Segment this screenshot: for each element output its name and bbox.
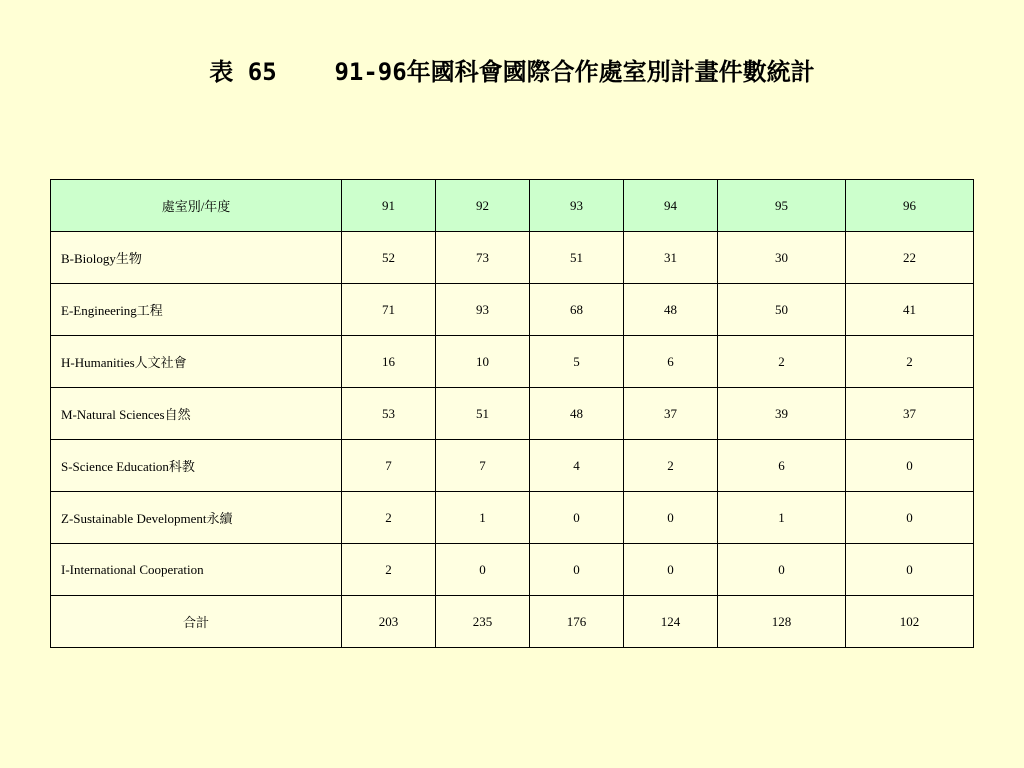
total-cell: 176 (530, 596, 624, 648)
table-cell: 39 (718, 388, 846, 440)
table-cell: 73 (436, 232, 530, 284)
table-row (51, 440, 974, 492)
table-cell: 4 (530, 440, 624, 492)
table-cell: 2 (342, 492, 436, 544)
row-label: B-Biology生物 (51, 232, 342, 284)
table-row (51, 284, 974, 336)
table-row (51, 492, 974, 544)
table-cell: 52 (342, 232, 436, 284)
page-title: 表 65 91-96年國科會國際合作處室別計畫件數統計 (209, 58, 815, 86)
total-label: 合計 (51, 596, 342, 648)
table-cell: 37 (846, 388, 974, 440)
row-label: E-Engineering工程 (51, 284, 342, 336)
table-cell: 31 (624, 232, 718, 284)
table-cell: 51 (530, 232, 624, 284)
header-cell-year: 93 (530, 180, 624, 232)
total-cell: 124 (624, 596, 718, 648)
table-cell: 68 (530, 284, 624, 336)
table-cell: 53 (342, 388, 436, 440)
row-label: S-Science Education科教 (51, 440, 342, 492)
statistics-table (50, 179, 974, 648)
table-cell: 51 (436, 388, 530, 440)
table-row (51, 388, 974, 440)
table-cell: 48 (624, 284, 718, 336)
row-label: Z-Sustainable Development永續 (51, 492, 342, 544)
table-cell: 2 (342, 544, 436, 596)
row-label: M-Natural Sciences自然 (51, 388, 342, 440)
table-cell: 0 (718, 544, 846, 596)
table-cell: 0 (530, 544, 624, 596)
table-cell: 0 (846, 440, 974, 492)
table-cell: 22 (846, 232, 974, 284)
header-cell-year: 92 (436, 180, 530, 232)
table-cell: 71 (342, 284, 436, 336)
total-cell: 203 (342, 596, 436, 648)
row-label: H-Humanities人文社會 (51, 336, 342, 388)
header-cell-year: 95 (718, 180, 846, 232)
header-cell-year: 96 (846, 180, 974, 232)
table-header-row (51, 180, 974, 232)
table-cell: 1 (718, 492, 846, 544)
table-row (51, 232, 974, 284)
table-cell: 0 (530, 492, 624, 544)
table-cell: 50 (718, 284, 846, 336)
table-cell: 6 (718, 440, 846, 492)
table-cell: 2 (718, 336, 846, 388)
table-cell: 48 (530, 388, 624, 440)
table-cell: 93 (436, 284, 530, 336)
table-cell: 30 (718, 232, 846, 284)
header-cell-category: 處室別/年度 (51, 180, 342, 232)
header-cell-year: 94 (624, 180, 718, 232)
header-cell-year: 91 (342, 180, 436, 232)
table-cell: 0 (436, 544, 530, 596)
total-cell: 102 (846, 596, 974, 648)
table-row (51, 544, 974, 596)
table-cell: 7 (436, 440, 530, 492)
table-cell: 2 (846, 336, 974, 388)
table-cell: 5 (530, 336, 624, 388)
table-cell: 16 (342, 336, 436, 388)
table-cell: 7 (342, 440, 436, 492)
table-cell: 37 (624, 388, 718, 440)
table-cell: 10 (436, 336, 530, 388)
table-total-row (51, 596, 974, 648)
row-label: I-International Cooperation (51, 544, 342, 596)
table-cell: 6 (624, 336, 718, 388)
table-cell: 2 (624, 440, 718, 492)
table-cell: 0 (624, 544, 718, 596)
table-cell: 1 (436, 492, 530, 544)
table-cell: 0 (846, 544, 974, 596)
table-row (51, 336, 974, 388)
total-cell: 235 (436, 596, 530, 648)
total-cell: 128 (718, 596, 846, 648)
table-cell: 0 (624, 492, 718, 544)
table-cell: 0 (846, 492, 974, 544)
table-cell: 41 (846, 284, 974, 336)
